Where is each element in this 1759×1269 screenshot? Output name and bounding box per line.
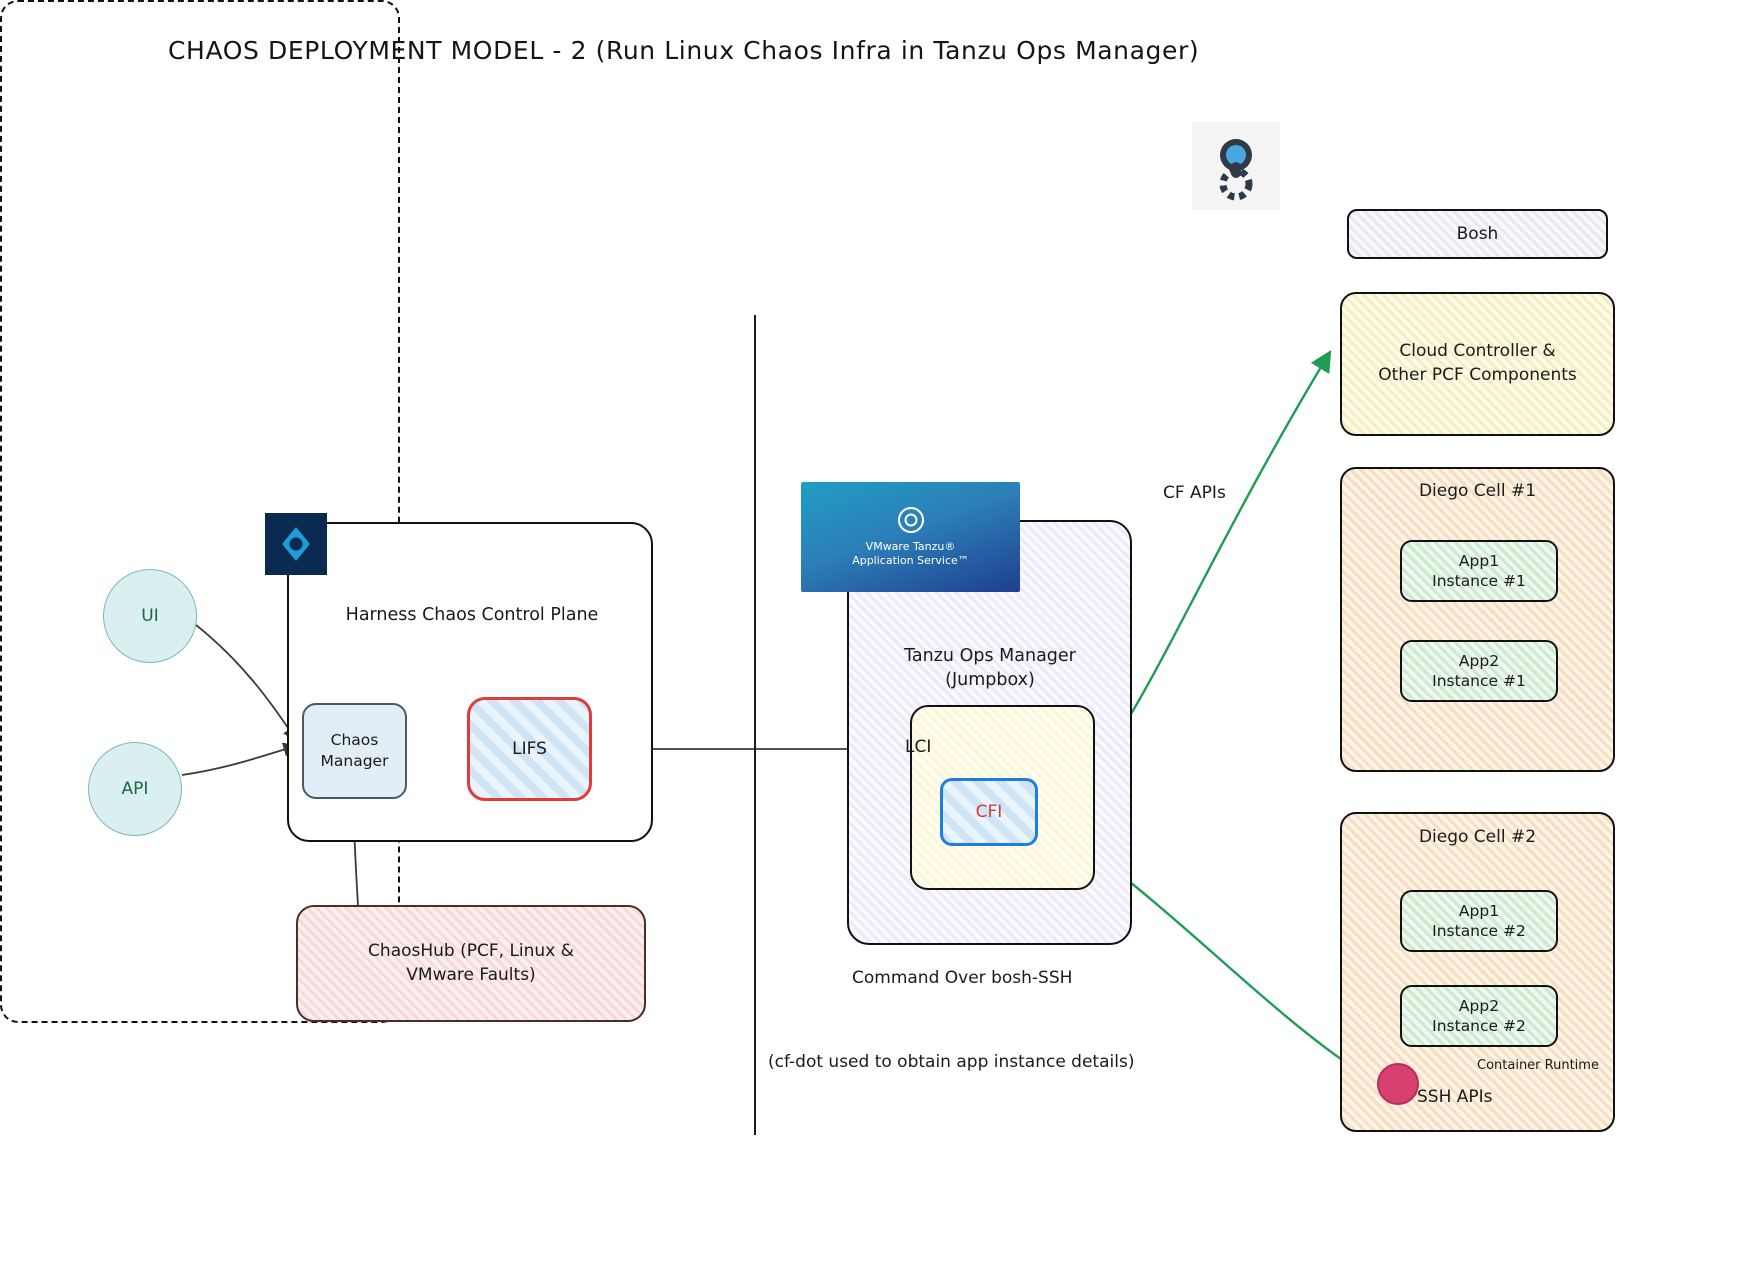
cfi-label: CFI	[975, 802, 1003, 822]
app2-instance-2-label: App2 Instance #2	[1432, 996, 1526, 1035]
bosh-label: Bosh	[1456, 224, 1499, 244]
cf-dot-note-label: (cf-dot used to obtain app instance details)	[768, 1052, 1135, 1072]
node-app1-instance-1[interactable]	[1400, 540, 1558, 602]
page-title: CHAOS DEPLOYMENT MODEL - 2 (Run Linux Chaos Infra in Tanzu Ops Manager)	[168, 36, 1200, 65]
diego-cell-2-label: Diego Cell #2	[1418, 827, 1537, 847]
cloud-controller-label: Cloud Controller & Other PCF Components	[1378, 341, 1577, 385]
container-runtime-label: Container Runtime	[1477, 1058, 1599, 1073]
node-api[interactable]	[88, 742, 182, 836]
node-chaos-manager[interactable]	[302, 703, 407, 799]
node-ui[interactable]	[103, 569, 197, 663]
diego-cell-1-label: Diego Cell #1	[1418, 481, 1537, 501]
tanzu-ops-manager-label: Tanzu Ops Manager (Jumpbox)	[904, 646, 1076, 690]
bosh-ssh-command-label: Command Over bosh-SSH	[852, 968, 1073, 988]
tas-logo-line1: VMware Tanzu®	[865, 539, 956, 553]
chaos-manager-label: Chaos Manager	[320, 731, 389, 770]
ssh-endpoint-dot[interactable]	[1377, 1063, 1419, 1105]
node-api-label: API	[121, 779, 149, 799]
tas-logo-line2: Application Service™	[852, 553, 969, 567]
vmware-tanzu-application-service-logo	[801, 482, 1020, 592]
node-cloud-controller[interactable]	[1340, 292, 1615, 436]
app1-instance-1-label: App1 Instance #1	[1432, 551, 1526, 590]
node-diego-cell-1[interactable]	[1340, 467, 1615, 772]
node-app2-instance-2[interactable]	[1400, 985, 1558, 1047]
node-cfi[interactable]	[940, 778, 1038, 846]
harness-control-plane-label: Harness Chaos Control Plane	[345, 605, 599, 625]
lci-label: LCI	[905, 737, 932, 757]
ssh-apis-label: SSH APIs	[1417, 1087, 1493, 1107]
bosh-icon	[1192, 122, 1280, 210]
node-ui-label: UI	[141, 606, 159, 626]
node-app2-instance-1[interactable]	[1400, 640, 1558, 702]
chaoshub-label: ChaosHub (PCF, Linux & VMware Faults)	[368, 940, 574, 985]
node-lifs[interactable]	[467, 697, 592, 801]
cf-apis-edge-label: CF APIs	[1163, 483, 1226, 503]
node-app1-instance-2[interactable]	[1400, 890, 1558, 952]
app1-instance-2-label: App1 Instance #2	[1432, 901, 1526, 940]
node-chaoshub[interactable]	[296, 905, 646, 1022]
app2-instance-1-label: App2 Instance #1	[1432, 651, 1526, 690]
tas-ring-icon	[898, 507, 924, 533]
node-bosh[interactable]	[1347, 209, 1608, 259]
section-divider	[754, 315, 756, 1135]
lifs-label: LIFS	[512, 739, 547, 759]
harness-logo-icon	[265, 513, 327, 575]
